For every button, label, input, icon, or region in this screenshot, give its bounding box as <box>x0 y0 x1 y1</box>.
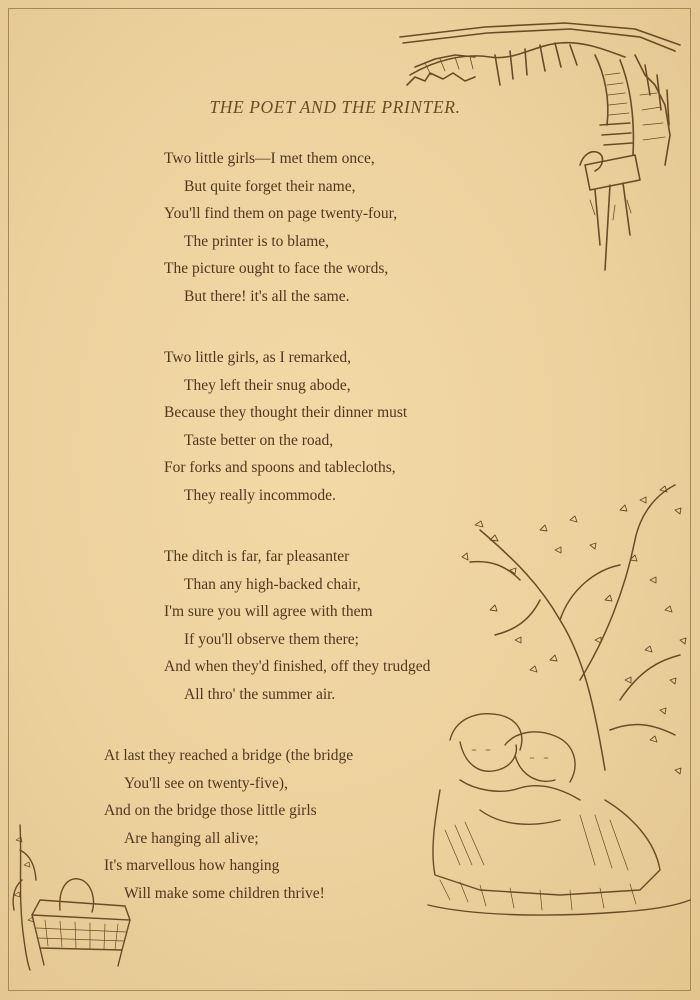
poem-line: All thro' the summer air. <box>184 685 336 703</box>
poem-line: Two little girls, as I remarked, <box>164 349 352 366</box>
poem-line: They really incommode. <box>184 486 336 504</box>
poem-line: Because they thought their dinner must <box>164 404 408 422</box>
tree-and-girls-illustration <box>420 470 695 940</box>
poem-line: You'll see on twenty-five), <box>124 774 288 792</box>
poem-line: You'll find them on page twenty-four, <box>164 205 398 223</box>
bridge-illustration <box>395 15 690 285</box>
poem-line: Are hanging all alive; <box>124 829 259 847</box>
stanza-2 <box>164 344 407 510</box>
poem-line: The picture ought to face the words, <box>164 260 389 278</box>
poem-line: The ditch is far, far pleasanter <box>164 548 350 565</box>
poem-line: But there! it's all the same. <box>184 287 350 305</box>
poem-line: Than any high-backed chair, <box>184 575 361 593</box>
poem-line: Will make some children thrive! <box>124 884 325 902</box>
poem-line: The printer is to blame, <box>184 232 330 250</box>
poem-line: I'm sure you will agree with them <box>164 603 373 621</box>
stanza-4 <box>104 742 353 908</box>
stanza-3 <box>164 543 430 709</box>
poem-line: Two little girls—I met them once, <box>164 150 375 167</box>
poem-line: Taste better on the road, <box>184 431 334 449</box>
stanza-1 <box>164 145 397 311</box>
poem-line: But quite forget their name, <box>184 177 356 195</box>
poem-line: And on the bridge those little girls <box>104 802 317 820</box>
poem-line: They left their snug abode, <box>184 376 351 394</box>
poem-title: THE POET AND THE PRINTER. <box>209 97 461 117</box>
poem-line: For forks and spoons and tablecloths, <box>164 459 396 477</box>
poem-line: At last they reached a bridge (the bridge <box>104 747 354 764</box>
poem-line: If you'll observe them there; <box>184 630 359 648</box>
poem-line: And when they'd finished, off they trudged <box>164 658 431 676</box>
poem-line: It's marvellous how hanging <box>104 857 280 875</box>
